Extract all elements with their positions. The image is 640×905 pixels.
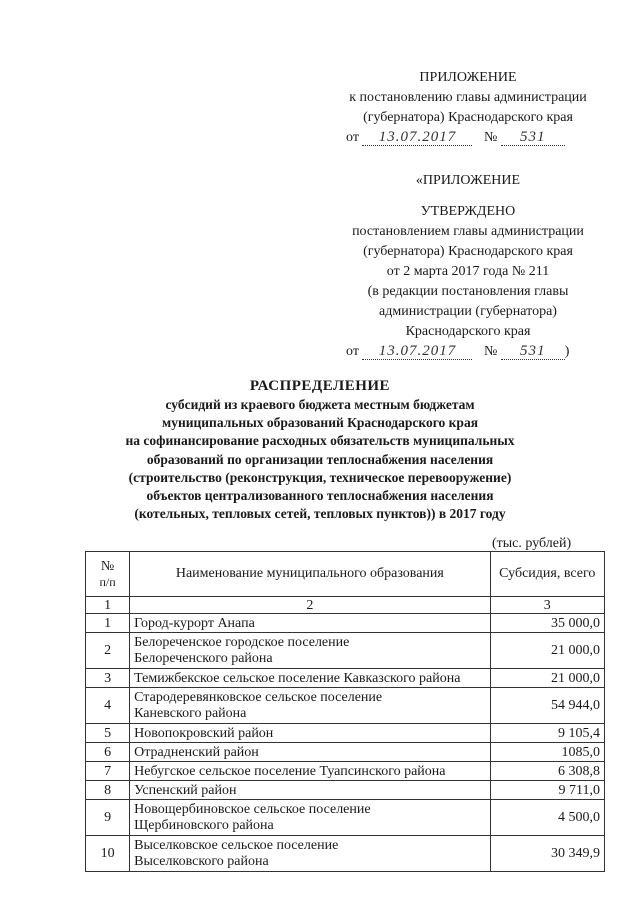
title-line-2: муниципальных образований Краснодарского края bbox=[162, 415, 478, 431]
table-row bbox=[86, 724, 605, 743]
header-number-abbr: п/п bbox=[99, 575, 116, 589]
handwritten-number: 531 bbox=[501, 343, 565, 360]
approved-label: УТВЕРЖДЕНО bbox=[420, 204, 516, 219]
column-number-row bbox=[86, 597, 605, 614]
row-name bbox=[130, 743, 490, 762]
title-line-1: субсидий из краевого бюджета местным бюджетам bbox=[165, 397, 475, 412]
column-number: 2 bbox=[130, 597, 490, 614]
table-row bbox=[86, 669, 605, 688]
row-name-line: Белореченское городское поселение bbox=[134, 634, 350, 650]
row-name-line: Темижбекское сельское поселение Кавказского района bbox=[134, 670, 461, 686]
row-number: 4 bbox=[86, 688, 130, 724]
title-line-7: (котельных, тепловых сетей, тепловых пунктов)) в 2017 году bbox=[134, 506, 506, 522]
row-sum: 1085,0 bbox=[490, 743, 604, 762]
table-row bbox=[86, 614, 605, 633]
table-row bbox=[86, 633, 605, 669]
appendix-inner-line1: постановлением главы администрации bbox=[352, 224, 584, 239]
appendix-inner-line6: Краснодарского края bbox=[405, 324, 531, 339]
appendix-inner bbox=[338, 171, 598, 362]
title-heading: РАСПРЕДЕЛЕНИЕ bbox=[249, 378, 391, 394]
title-line-4: образований по организации теплоснабжения населения bbox=[146, 451, 494, 467]
column-number: 3 bbox=[490, 597, 604, 614]
row-name-line: Небугское сельское поселение Туапсинского района bbox=[134, 763, 446, 779]
row-name-line: Каневского района bbox=[134, 705, 247, 721]
subsidy-table bbox=[85, 551, 605, 872]
row-sum: 35 000,0 bbox=[490, 614, 604, 633]
row-sum: 54 944,0 bbox=[490, 688, 604, 724]
appendix-top-line2: (губернатора) Краснодарского края bbox=[363, 110, 573, 125]
row-name bbox=[130, 688, 490, 724]
appendix-inner-line4: (в редакции постановления главы bbox=[367, 284, 569, 299]
header-name: Наименование муниципального образования bbox=[130, 552, 490, 597]
row-name-line: Отрадненский район bbox=[134, 744, 259, 760]
row-name bbox=[130, 614, 490, 633]
row-number: 2 bbox=[86, 633, 130, 669]
row-number: 10 bbox=[86, 836, 130, 872]
row-name-line: Успенский район bbox=[134, 782, 237, 798]
from-label: от bbox=[346, 130, 359, 145]
row-name-line: Белореченского района bbox=[134, 650, 273, 666]
table-row bbox=[86, 762, 605, 781]
table-row bbox=[86, 836, 605, 872]
title-line-6: объектов централизованного теплоснабжения населения bbox=[146, 488, 494, 504]
row-number: 9 bbox=[86, 800, 130, 836]
row-number: 6 bbox=[86, 743, 130, 762]
row-name bbox=[130, 836, 490, 872]
row-sum: 9 711,0 bbox=[490, 781, 604, 800]
appendix-inner-line2: (губернатора) Краснодарского края bbox=[363, 244, 573, 259]
row-name bbox=[130, 633, 490, 669]
appendix-top-date-line bbox=[338, 128, 598, 148]
units-label: (тыс. рублей) bbox=[492, 536, 572, 551]
row-name bbox=[130, 762, 490, 781]
row-number: 7 bbox=[86, 762, 130, 781]
appendix-inner-line3: от 2 марта 2017 года № 211 bbox=[386, 264, 550, 279]
row-name-line: Выселковское сельское поселение bbox=[134, 837, 339, 853]
row-name bbox=[130, 781, 490, 800]
table-row bbox=[86, 800, 605, 836]
handwritten-number: 531 bbox=[501, 129, 565, 146]
appendix-inner-line5: администрации (губернатора) bbox=[379, 304, 557, 319]
appendix-top-line1: к постановлению главы администрации bbox=[349, 90, 587, 105]
from-label: от bbox=[346, 344, 359, 359]
title-line-5: (строительство (реконструкция, техническое перевооружение) bbox=[128, 469, 512, 485]
column-number: 1 bbox=[86, 597, 130, 614]
table-header-row bbox=[86, 552, 605, 597]
table-row bbox=[86, 781, 605, 800]
row-name-line: Новопокровский район bbox=[134, 725, 274, 741]
document-title bbox=[110, 376, 530, 523]
row-name-line: Щербиновского района bbox=[134, 817, 274, 833]
row-sum: 4 500,0 bbox=[490, 800, 604, 836]
row-number: 8 bbox=[86, 781, 130, 800]
row-name-line: Новощербиновское сельское поселение bbox=[134, 801, 371, 817]
handwritten-date: 13.07.2017 bbox=[362, 343, 472, 360]
number-label: № bbox=[483, 344, 498, 359]
appendix-top-heading: ПРИЛОЖЕНИЕ bbox=[419, 70, 517, 85]
row-name bbox=[130, 724, 490, 743]
appendix-inner-heading: «ПРИЛОЖЕНИЕ bbox=[415, 173, 521, 188]
table-row bbox=[86, 688, 605, 724]
table-row bbox=[86, 743, 605, 762]
header-number-symbol: № bbox=[100, 559, 115, 574]
row-name bbox=[130, 800, 490, 836]
row-number: 1 bbox=[86, 614, 130, 633]
number-label: № bbox=[483, 130, 498, 145]
row-name bbox=[130, 669, 490, 688]
row-name-line: Выселковского района bbox=[134, 853, 269, 869]
row-sum: 21 000,0 bbox=[490, 633, 604, 669]
row-name-line: Город-курорт Анапа bbox=[134, 615, 255, 631]
title-line-3: на софинансирование расходных обязательств муниципальных bbox=[125, 433, 515, 449]
appendix-inner-date-line bbox=[338, 342, 598, 362]
header-number bbox=[86, 552, 130, 597]
appendix-top bbox=[338, 68, 598, 148]
row-sum: 6 308,8 bbox=[490, 762, 604, 781]
row-name-line: Стародеревянковское сельское поселение bbox=[134, 689, 383, 705]
header-sum: Субсидия, всего bbox=[490, 552, 604, 597]
row-sum: 9 105,4 bbox=[490, 724, 604, 743]
close-paren: ) bbox=[564, 344, 570, 359]
row-number: 3 bbox=[86, 669, 130, 688]
handwritten-date: 13.07.2017 bbox=[362, 129, 472, 146]
row-sum: 30 349,9 bbox=[490, 836, 604, 872]
row-number: 5 bbox=[86, 724, 130, 743]
row-sum: 21 000,0 bbox=[490, 669, 604, 688]
